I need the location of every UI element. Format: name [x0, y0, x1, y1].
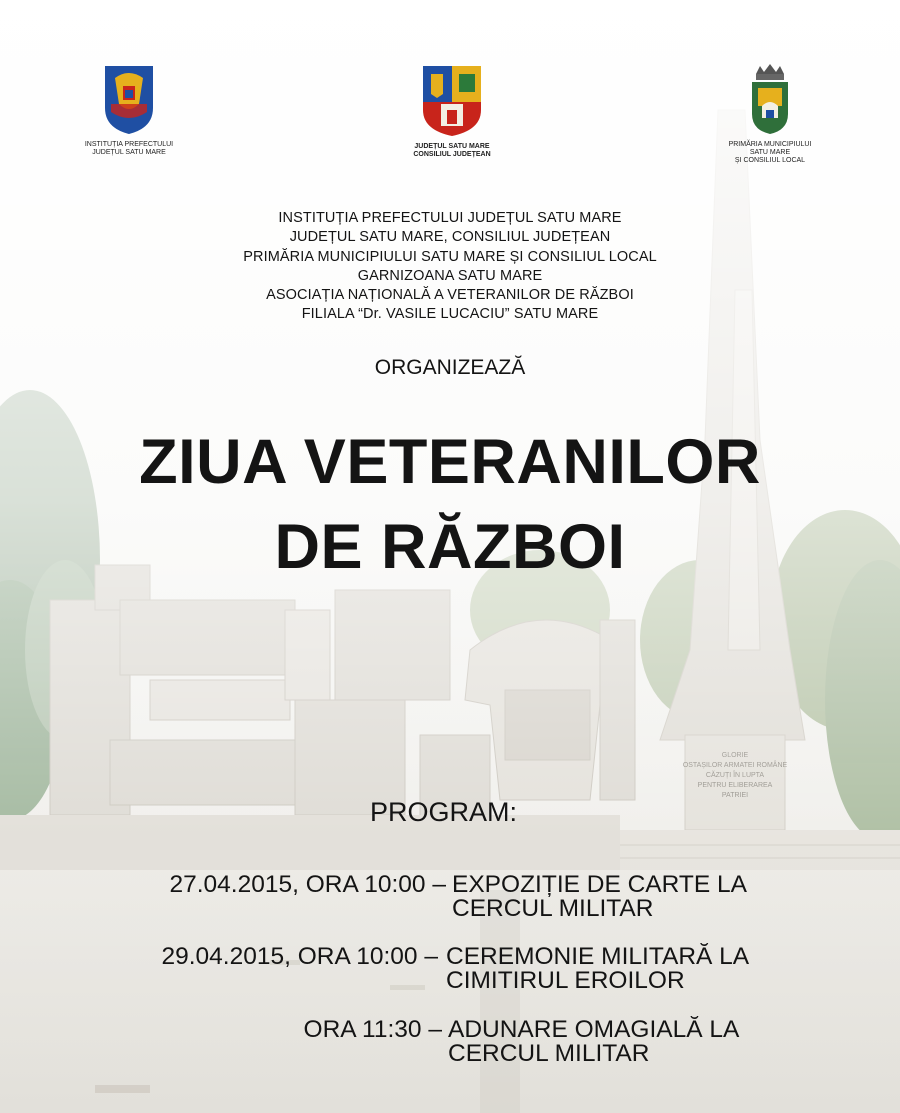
organizer-line: ASOCIAȚIA NAȚIONALĂ A VETERANILOR DE RĂZBOI [266, 287, 634, 304]
program-entry-activity-line1: ADUNARE OMAGIALĂ LA [448, 1016, 740, 1043]
organizer-line: GARNIZOANA SATU MARE [357, 267, 543, 284]
organizer-line: FILIALA “Dr. VASILE LUCACIU” SATU MARE [301, 306, 599, 323]
program-entry [0, 872, 900, 926]
event-title-line2: DE RĂZBOI [274, 512, 626, 582]
county-coat-of-arms-icon [421, 64, 483, 138]
organizers-list [0, 209, 900, 325]
city-logo [724, 64, 816, 165]
city-caption-line1: PRIMĂRIA MUNICIPIULUI [728, 141, 812, 148]
program-heading: PROGRAM: [370, 797, 518, 827]
prefecture-logo [78, 64, 180, 157]
city-coat-of-arms-icon [748, 64, 792, 136]
organizer-line: INSTITUȚIA PREFECTULUI JUDEȚUL SATU MARE [278, 210, 622, 226]
city-caption-line2: SATU MARE [749, 149, 791, 156]
romania-coat-of-arms-icon [101, 64, 157, 136]
organizer-line: PRIMĂRIA MUNICIPIULUI SATU MARE ȘI CONSILIUL LOCAL [243, 248, 657, 265]
program-entry-activity-line1: CEREMONIE MILITARĂ LA [446, 943, 750, 970]
prefecture-caption-line1: INSTITUȚIA PREFECTULUI [84, 141, 174, 148]
program-entry-activity-line1: EXPOZIȚIE DE CARTE LA [452, 871, 747, 898]
program-entry [0, 1017, 900, 1071]
program-entry-activity-line2: CIMITIRUL EROILOR [446, 967, 685, 994]
program-entry-time: 27.04.2015, ORA 10:00 – [169, 871, 446, 898]
event-title-line1: ZIUA VETERANILOR [139, 427, 761, 497]
organizer-line: JUDEȚUL SATU MARE, CONSILIUL JUDEȚEAN [289, 229, 611, 246]
event-title [0, 420, 900, 590]
program-entry [0, 944, 900, 998]
program-entry-activity-line2: CERCUL MILITAR [452, 895, 654, 922]
prefecture-caption-line2: JUDEȚUL SATU MARE [92, 149, 166, 156]
county-logo [400, 64, 504, 159]
program-entry-time: ORA 11:30 – [303, 1016, 442, 1043]
organizes-label: ORGANIZEAZĂ [374, 356, 526, 379]
program-entry-time: 29.04.2015, ORA 10:00 – [161, 943, 438, 970]
city-caption-line3: ȘI CONSILIUL LOCAL [734, 157, 806, 164]
county-caption-line2: CONSILIUL JUDEȚEAN [413, 151, 491, 158]
program-entry-activity-line2: CERCUL MILITAR [448, 1040, 650, 1067]
county-caption-line1: JUDEȚUL SATU MARE [414, 143, 490, 150]
